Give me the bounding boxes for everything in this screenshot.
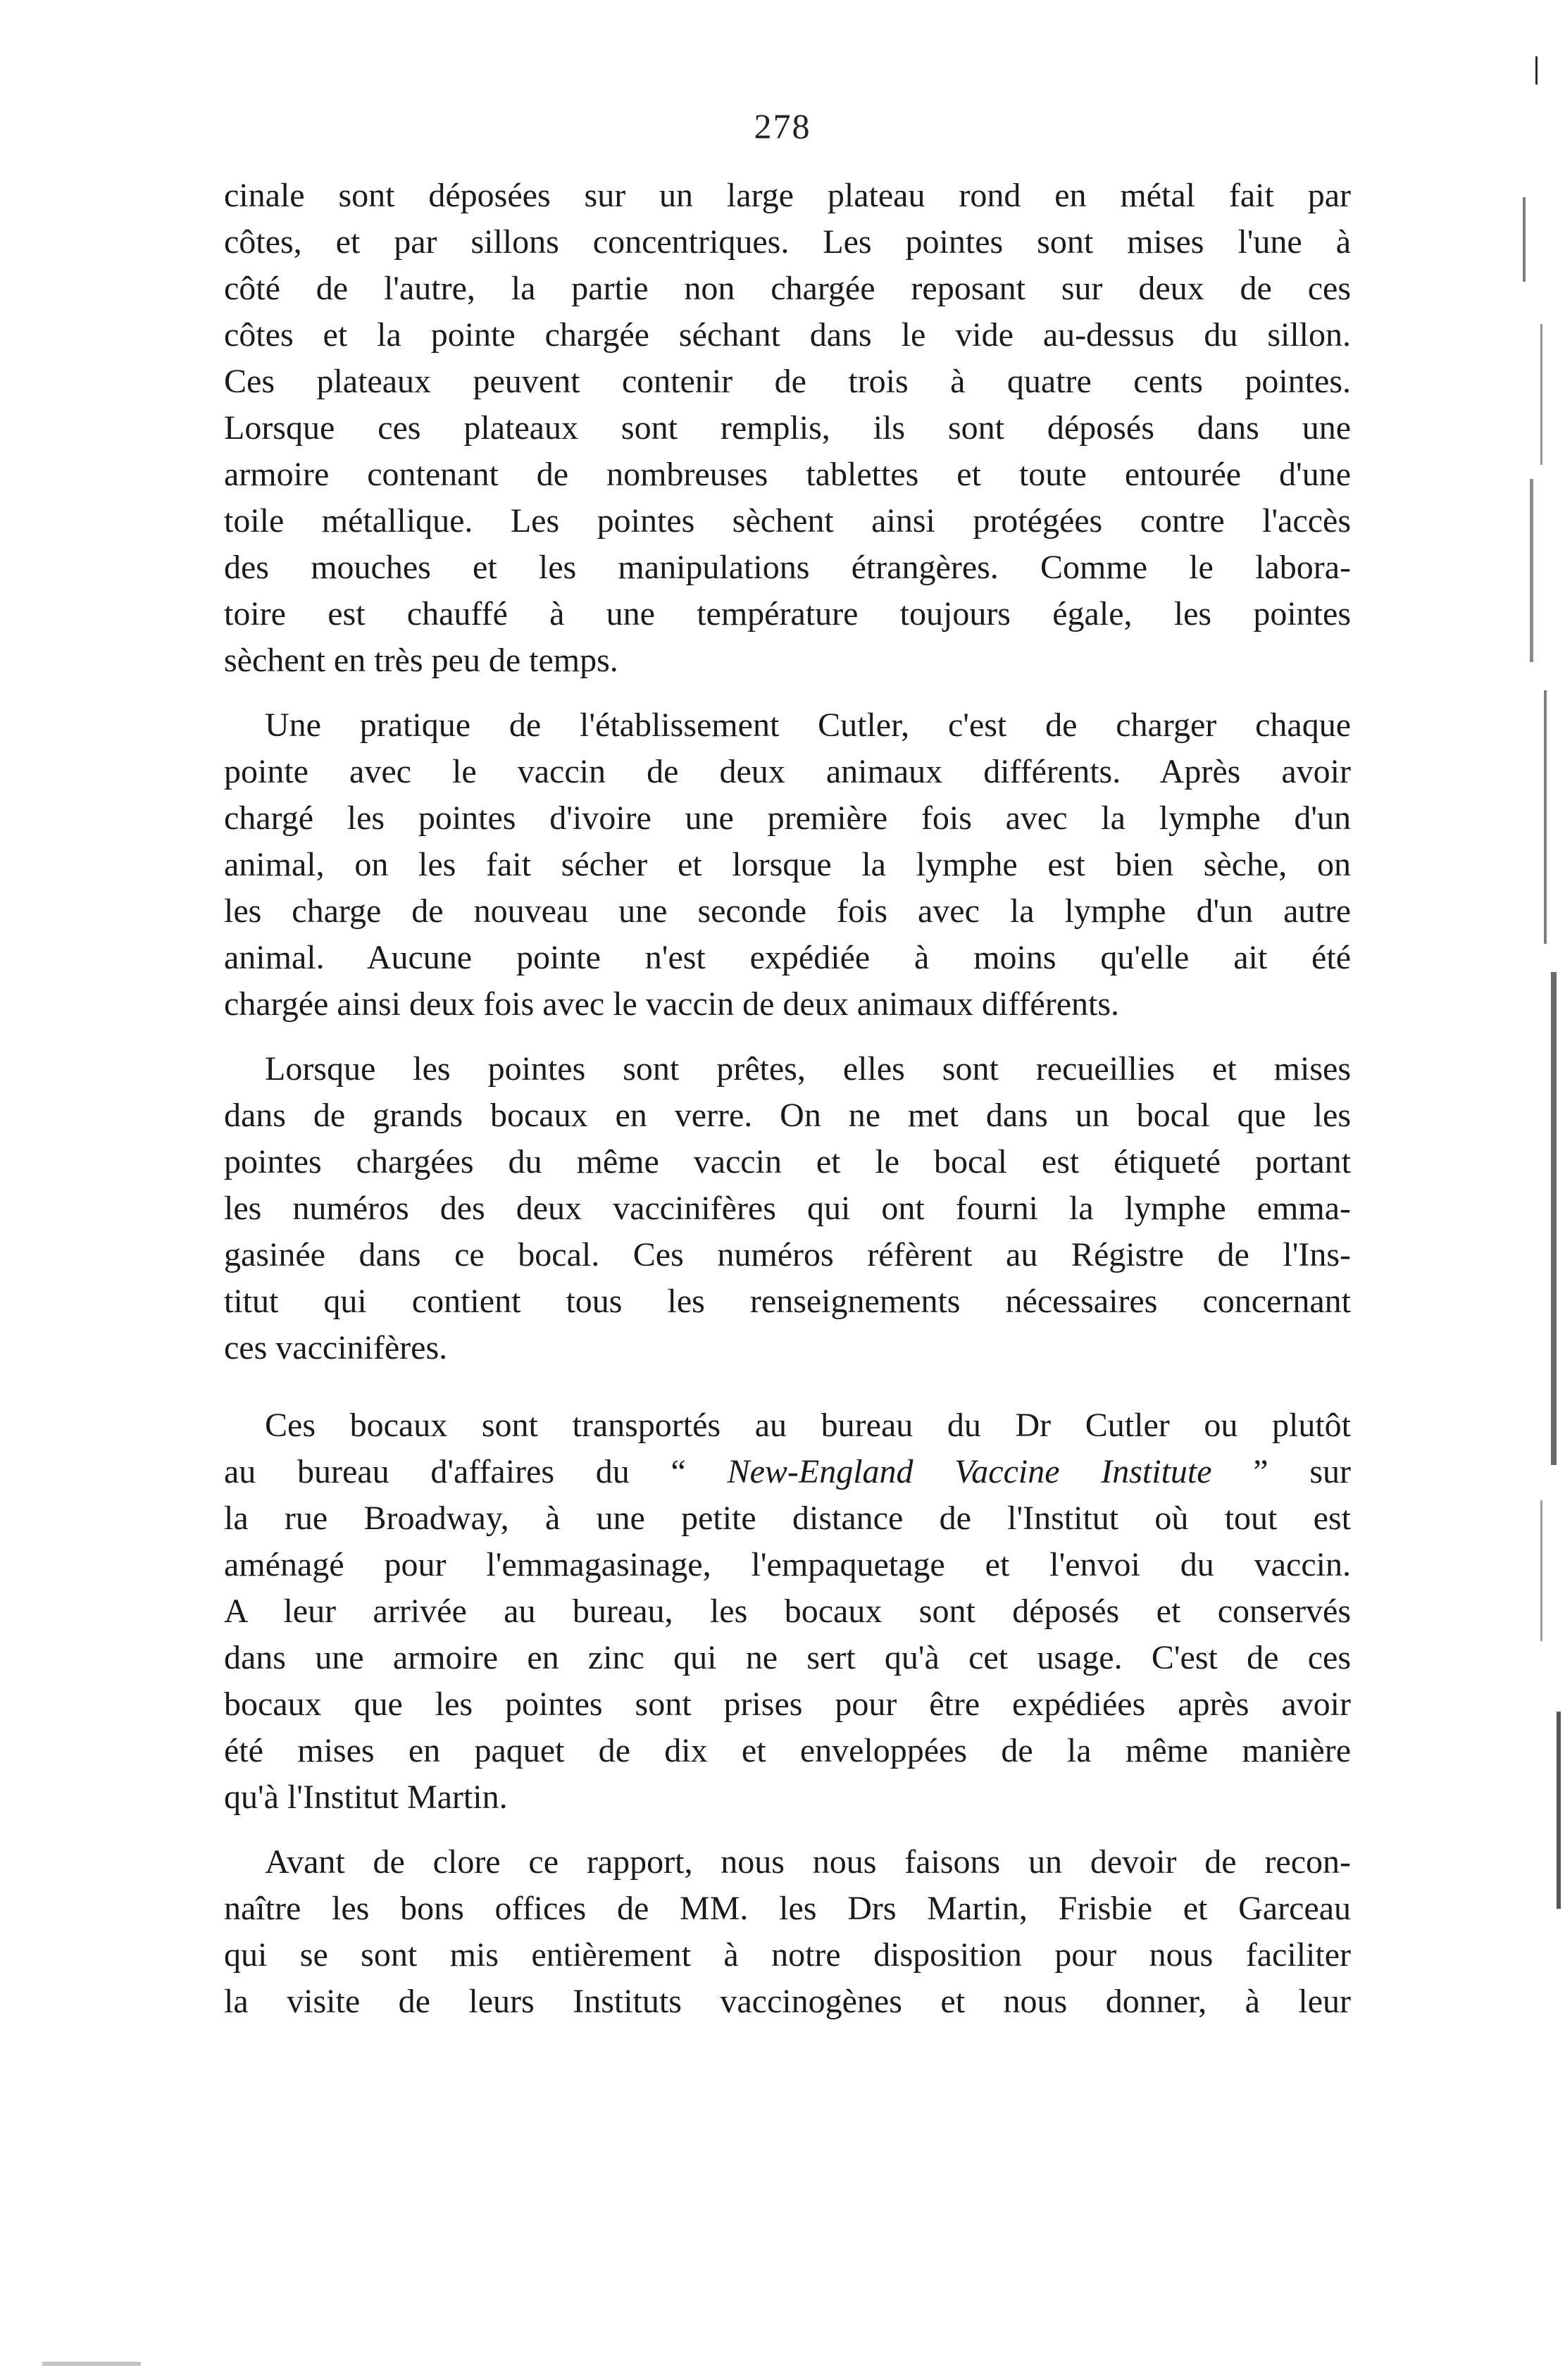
text-line: côtes, et par sillons concentriques. Les pointes sont mises l'une à bbox=[224, 223, 1351, 261]
text-line: Une pratique de l'établissement Cutler, c'est de charger chaque bbox=[265, 706, 1351, 744]
text-line: naître les bons offices de MM. les Drs Martin, Frisbie et Garceau bbox=[224, 1890, 1351, 1927]
text-line: ces vaccinifères. bbox=[224, 1329, 448, 1366]
text-line: Avant de clore ce rapport, nous nous faisons un devoir de recon- bbox=[265, 1843, 1351, 1881]
text-line: pointe avec le vaccin de deux animaux différents. Après avoir bbox=[224, 753, 1351, 790]
scan-corner-artifact bbox=[42, 2362, 141, 2366]
paragraph-4 bbox=[224, 1402, 1351, 1821]
body-text bbox=[224, 173, 1351, 2025]
text-line: Lorsque ces plateaux sont remplis, ils sont déposés dans une bbox=[224, 409, 1351, 447]
scan-edge-artifact bbox=[1473, 56, 1565, 2029]
text-line: toire est chauffé à une température toujours égale, les pointes bbox=[224, 595, 1351, 633]
text-line: titut qui contient tous les renseignements nécessaires concernant bbox=[224, 1283, 1351, 1320]
text-line: qu'à l'Institut Martin. bbox=[224, 1778, 508, 1816]
text-line: les numéros des deux vaccinifères qui ont fourni la lymphe emma- bbox=[224, 1190, 1351, 1227]
text-line: gasinée dans ce bocal. Ces numéros réfèrent au Régistre de l'Ins- bbox=[224, 1236, 1351, 1273]
text-line: A leur arrivée au bureau, les bocaux sont déposés et conservés bbox=[224, 1593, 1351, 1630]
text-line: sèchent en très peu de temps. bbox=[224, 642, 618, 679]
text-line: dans de grands bocaux en verre. On ne met dans un bocal que les bbox=[224, 1097, 1351, 1134]
text-line: armoire contenant de nombreuses tablettes et toute entourée d'une bbox=[224, 456, 1351, 493]
text-line: été mises en paquet de dix et enveloppées de la même manière bbox=[224, 1732, 1351, 1769]
text-line: pointes chargées du même vaccin et le bocal est étiqueté portant bbox=[224, 1143, 1351, 1180]
text-segment: ” sur bbox=[1211, 1453, 1351, 1490]
text-line: Ces bocaux sont transportés au bureau du Dr Cutler ou plutôt bbox=[265, 1407, 1351, 1444]
page-number: 278 bbox=[754, 106, 811, 146]
text-line: chargée ainsi deux fois avec le vaccin de deux animaux différents. bbox=[224, 985, 1120, 1023]
text-line: chargé les pointes d'ivoire une première fois avec la lymphe d'un bbox=[224, 799, 1351, 837]
text-line: animal. Aucune pointe n'est expédiée à moins qu'elle ait été bbox=[224, 939, 1351, 976]
text-line: Lorsque les pointes sont prêtes, elles sont recueillies et mises bbox=[265, 1050, 1351, 1088]
text-line: toile métallique. Les pointes sèchent ainsi protégées contre l'accès bbox=[224, 502, 1351, 540]
text-line: bocaux que les pointes sont prises pour être expédiées après avoir bbox=[224, 1686, 1351, 1723]
text-line: la visite de leurs Instituts vaccinogènes et nous donner, à leur bbox=[224, 1983, 1351, 2020]
text-line: aménagé pour l'emmagasinage, l'empaquetage et l'envoi du vaccin. bbox=[224, 1546, 1351, 1583]
text-line: les charge de nouveau une seconde fois avec la lymphe d'un autre bbox=[224, 892, 1351, 930]
text-segment: au bureau d'affaires du “ bbox=[224, 1453, 728, 1490]
text-line: Ces plateaux peuvent contenir de trois à quatre cents pointes. bbox=[224, 363, 1351, 400]
text-line: animal, on les fait sécher et lorsque la lymphe est bien sèche, on bbox=[224, 846, 1351, 883]
text-line: côtes et la pointe chargée séchant dans le vide au-dessus du sillon. bbox=[224, 316, 1351, 354]
text-line: la rue Broadway, à une petite distance de l'Institut où tout est bbox=[224, 1500, 1351, 1537]
text-line: dans une armoire en zinc qui ne sert qu'à cet usage. C'est de ces bbox=[224, 1639, 1351, 1676]
text-line: côté de l'autre, la partie non chargée reposant sur deux de ces bbox=[224, 270, 1351, 307]
paragraph-5 bbox=[224, 1839, 1351, 2025]
paragraph-1 bbox=[224, 173, 1351, 684]
text-line: cinale sont déposées sur un large plateau rond en métal fait par bbox=[224, 177, 1351, 214]
text-line: des mouches et les manipulations étrangères. Comme le labora- bbox=[224, 549, 1351, 586]
text-line-with-title bbox=[224, 1449, 1351, 1495]
institute-name: New-England Vaccine Institute bbox=[727, 1453, 1212, 1490]
paragraph-3 bbox=[224, 1046, 1351, 1371]
text-line: qui se sont mis entièrement à notre disposition pour nous faciliter bbox=[224, 1936, 1351, 1974]
paragraph-2 bbox=[224, 702, 1351, 1028]
